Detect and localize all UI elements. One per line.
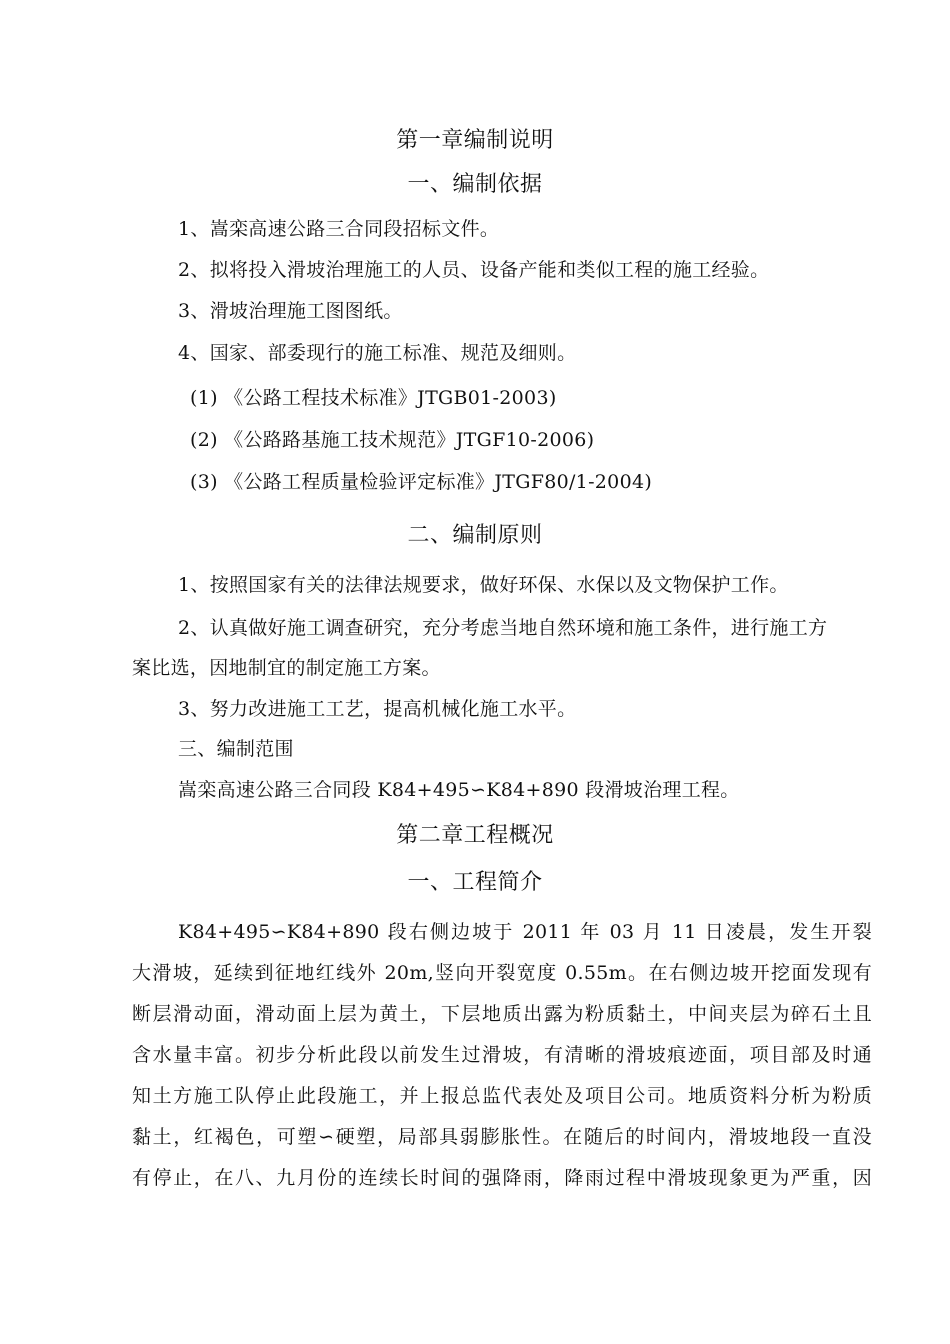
chapter2-title: 第二章工程概况 bbox=[396, 823, 554, 848]
intro-line-6: 黏土，红褐色，可塑∽硬塑，局部具弱膨胀性。在随后的时间内，滑坡地段一直没 bbox=[132, 1126, 872, 1148]
basis-item-1: 1、嵩栾高速公路三合同段招标文件。 bbox=[178, 218, 500, 240]
section-intro-title: 一、工程简介 bbox=[407, 870, 543, 895]
basis-item-2: 2、拟将投入滑坡治理施工的人员、设备产能和类似工程的施工经验。 bbox=[178, 259, 770, 281]
section-basis-title: 一、编制依据 bbox=[407, 172, 543, 197]
intro-line-1: K84+495∽K84+890 段右侧边坡于 2011 年 03 月 11 日凌晨，发生开裂 bbox=[178, 921, 872, 943]
intro-line-2: 大滑坡，延续到征地红线外 20m,竖向开裂宽度 0.55m。在右侧边坡开挖面发现有 bbox=[132, 962, 872, 984]
standard-item-3: (3) 《公路工程质量检验评定标准》JTGF80/1-2004) bbox=[190, 471, 653, 493]
chapter1-title: 第一章编制说明 bbox=[396, 128, 554, 153]
intro-line-7: 有停止，在八、九月份的连续长时间的强降雨，降雨过程中滑坡现象更为严重，因 bbox=[132, 1167, 872, 1189]
intro-line-3: 断层滑动面，滑动面上层为黄土，下层地质出露为粉质黏土，中间夹层为碎石土且 bbox=[132, 1003, 872, 1025]
basis-item-3: 3、滑坡治理施工图图纸。 bbox=[178, 300, 403, 322]
basis-item-4: 4、国家、部委现行的施工标准、规范及细则。 bbox=[178, 342, 577, 364]
principle-item-2-line2: 案比选，因地制宜的制定施工方案。 bbox=[132, 657, 441, 679]
section-principle-title: 二、编制原则 bbox=[407, 523, 543, 548]
standard-item-1: (1) 《公路工程技术标准》JTGB01-2003) bbox=[190, 387, 557, 409]
principle-item-2-line1: 2、认真做好施工调查研究，充分考虑当地自然环境和施工条件，进行施工方 bbox=[178, 617, 828, 639]
principle-item-3: 3、努力改进施工工艺，提高机械化施工水平。 bbox=[178, 698, 577, 720]
intro-line-5: 知土方施工队停止此段施工，并上报总监代表处及项目公司。地质资料分析为粉质 bbox=[132, 1085, 872, 1107]
principle-item-1: 1、按照国家有关的法律法规要求，做好环保、水保以及文物保护工作。 bbox=[178, 574, 789, 596]
section-scope-title: 三、编制范围 bbox=[178, 738, 294, 760]
standard-item-2: (2) 《公路路基施工技术规范》JTGF10-2006) bbox=[190, 429, 595, 451]
intro-line-4: 含水量丰富。初步分析此段以前发生过滑坡，有清晰的滑坡痕迹面，项目部及时通 bbox=[132, 1044, 872, 1066]
scope-text: 嵩栾高速公路三合同段 K84+495∽K84+890 段滑坡治理工程。 bbox=[178, 779, 740, 801]
